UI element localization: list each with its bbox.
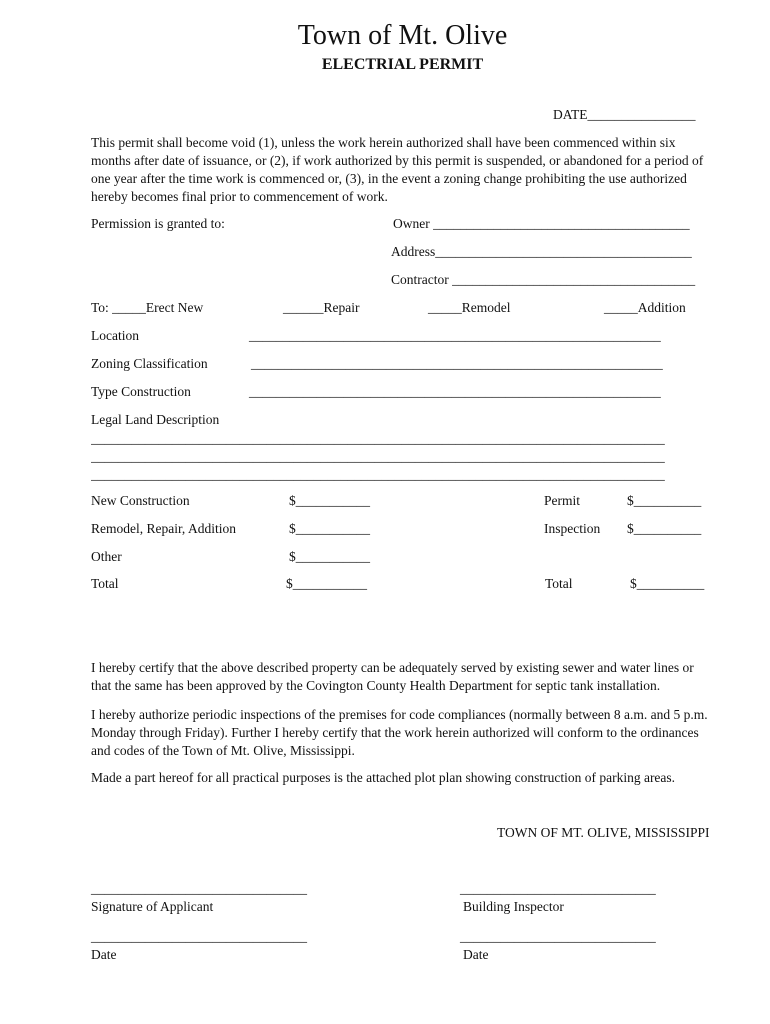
location-line[interactable]: _____________________________________________________________ [249, 328, 661, 343]
permission-label: Permission is granted to: [91, 216, 225, 231]
plot-plan-statement: Made a part hereof for all practical purposes is the attached plot plan showing construction of parking areas. [91, 770, 676, 785]
legal-description-line[interactable]: _____________________________________________________________________________________ [91, 431, 665, 446]
location-label: Location [91, 328, 139, 343]
inspection-fee-value[interactable]: $__________ [627, 521, 702, 536]
cost-total-label: Total [91, 576, 119, 591]
repair-option[interactable]: ______Repair [283, 300, 360, 315]
applicant-date-label: Date [91, 947, 117, 962]
contractor-field[interactable]: Contractor ____________________________________ [391, 272, 696, 287]
inspector-date-line[interactable]: _____________________________ [460, 929, 656, 944]
type-construction-label: Type Construction [91, 384, 191, 399]
inspection-fee-label: Inspection [544, 521, 601, 536]
zoning-label: Zoning Classification [91, 356, 208, 371]
applicant-date-line[interactable]: ________________________________ [91, 929, 307, 944]
town-signature-label: TOWN OF MT. OLIVE, MISSISSIPPI [497, 825, 710, 840]
inspector-date-label: Date [463, 947, 489, 962]
other-value[interactable]: $___________ [289, 549, 370, 564]
erect-new-option[interactable]: To: _____Erect New [91, 300, 204, 315]
applicant-signature-line[interactable]: ________________________________ [91, 881, 307, 896]
inspector-signature-label: Building Inspector [463, 899, 564, 914]
inspector-signature-line[interactable]: _____________________________ [460, 881, 656, 896]
legal-description-label: Legal Land Description [91, 412, 220, 427]
owner-field[interactable]: Owner ______________________________________ [393, 216, 690, 231]
remodel-value[interactable]: $___________ [289, 521, 370, 536]
other-label: Other [91, 549, 122, 564]
permit-fee-value[interactable]: $__________ [627, 493, 702, 508]
remodel-label: Remodel, Repair, Addition [91, 521, 236, 536]
type-construction-line[interactable]: _____________________________________________________________ [249, 384, 661, 399]
permit-fee-label: Permit [544, 493, 580, 508]
fee-total-label: Total [545, 576, 573, 591]
address-field[interactable]: Address______________________________________ [391, 244, 692, 259]
zoning-line[interactable]: _____________________________________________________________ [251, 356, 663, 371]
fee-total-value[interactable]: $__________ [630, 576, 705, 591]
permit-subtitle: ELECTRIAL PERMIT [321, 56, 484, 73]
applicant-signature-label: Signature of Applicant [91, 899, 214, 914]
cost-total-value[interactable]: $___________ [286, 576, 367, 591]
remodel-option[interactable]: _____Remodel [428, 300, 511, 315]
legal-description-line[interactable]: _____________________________________________________________________________________ [91, 467, 665, 482]
certify-sewer-statement: I hereby certify that the above described property can be adequately served by existing sewer and water lines or that the same has been approved by the Covington County Health Department for septic tank installation. [91, 660, 694, 693]
addition-option[interactable]: _____Addition [604, 300, 686, 315]
legal-description-line[interactable]: _____________________________________________________________________________________ [91, 449, 665, 464]
new-construction-value[interactable]: $___________ [289, 493, 370, 508]
certify-inspection-statement: I hereby authorize periodic inspections of the premises for code compliances (normally between 8 a.m. and 5 p.m. Monday through Friday). Further I hereby certify that the work herein authorized will conform to the ordinances and codes of the Town of Mt. Olive, Mississippi. [91, 707, 708, 758]
date-field[interactable]: DATE________________ [553, 107, 696, 122]
new-construction-label: New Construction [91, 493, 190, 508]
page-title: Town of Mt. Olive [297, 20, 508, 51]
void-notice: This permit shall become void (1), unless the work herein authorized shall have been commenced within six months after date of issuance, or (2), if work authorized by this permit is suspended, or abandoned for a period of one year after the time work is commenced or, (3), in the event a zoning change prohibiting the use authorized hereby becomes final prior to commencement of work. [91, 135, 704, 204]
